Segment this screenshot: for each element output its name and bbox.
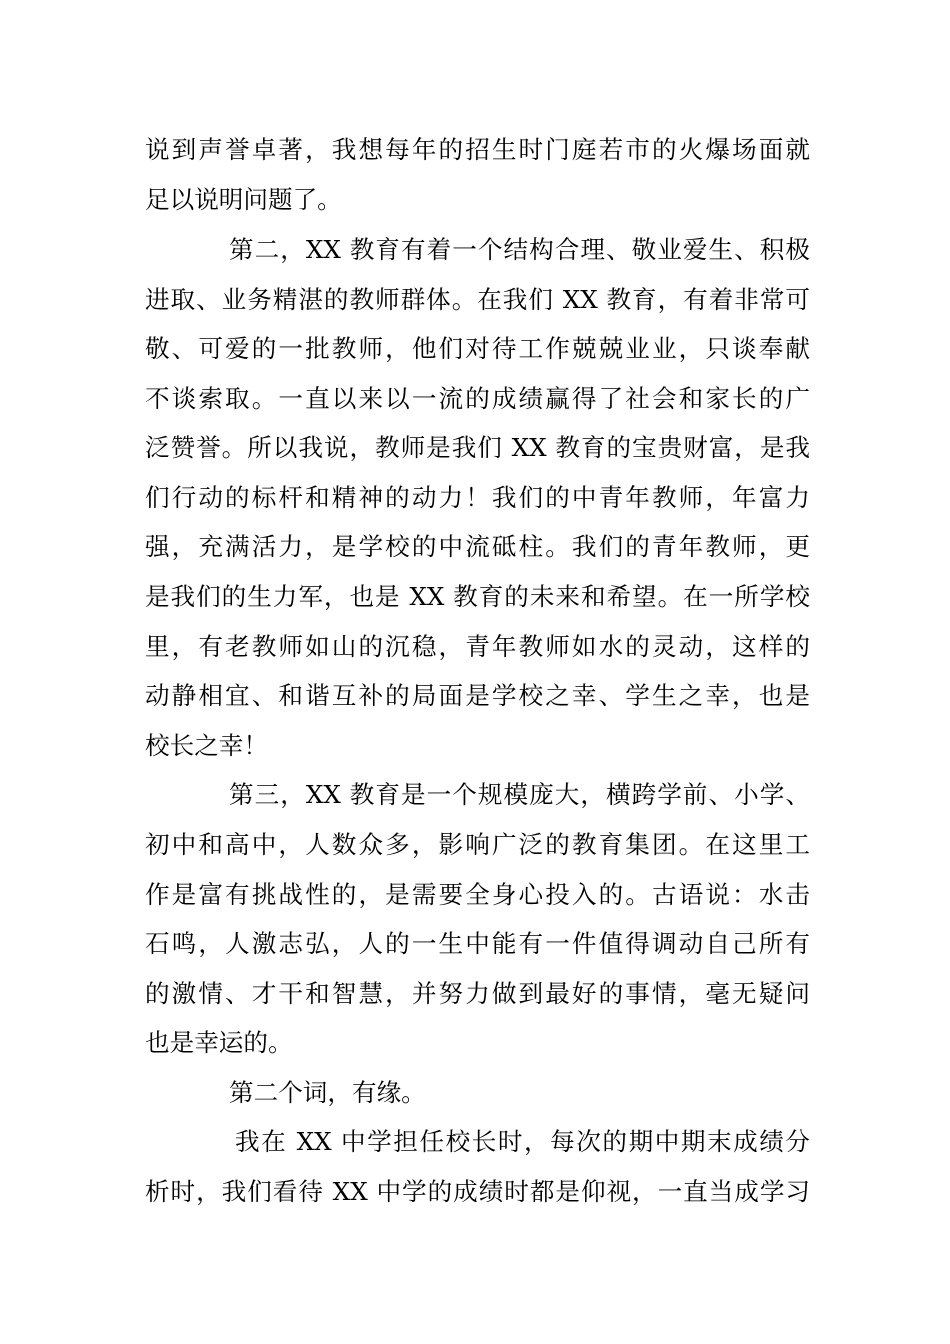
paragraph-first-line: 我在 XX 中学担任校长时，每次的期中期末成绩分: [235, 1127, 810, 1156]
section-heading: 第二个词，有缘。: [229, 1078, 426, 1107]
text-line: 的激情、才干和智慧，并努力做到最好的事情，毫无疑问: [145, 979, 810, 1008]
text-line: 强，充满活力，是学校的中流砥柱。我们的青年教师，更: [145, 532, 810, 561]
text-line: 动静相宜、和谐互补的局面是学校之幸、学生之幸，也是: [145, 681, 810, 710]
text-line: 敬、可爱的一批教师，他们对待工作兢兢业业，只谈奉献: [145, 334, 810, 363]
text-line: 们行动的标杆和精神的动力！我们的中青年教师，年富力: [145, 483, 810, 512]
text-line: 初中和高中，人数众多，影响广泛的教育集团。在这里工: [145, 830, 810, 859]
text-line: 是我们的生力军，也是 XX 教育的未来和希望。在一所学校: [145, 582, 810, 611]
paragraph-first-line: 第三，XX 教育是一个规模庞大，横跨学前、小学、: [229, 780, 810, 809]
text-line: 析时，我们看待 XX 中学的成绩时都是仰视，一直当成学习: [145, 1177, 810, 1206]
text-line: 作是富有挑战性的，是需要全身心投入的。古语说：水击: [145, 880, 810, 909]
text-line: 进取、业务精湛的教师群体。在我们 XX 教育，有着非常可: [145, 285, 810, 314]
paragraph-first-line: 第二，XX 教育有着一个结构合理、敬业爱生、积极: [229, 235, 810, 264]
text-line: 也是幸运的。: [145, 1028, 293, 1057]
text-line: 说到声誉卓著，我想每年的招生时门庭若市的火爆场面就: [145, 135, 810, 164]
text-line: 里，有老教师如山的沉稳，青年教师如水的灵动，这样的: [145, 632, 810, 661]
text-line: 石鸣，人激志弘，人的一生中能有一件值得调动自己所有: [145, 929, 810, 958]
text-line: 泛赞誉。所以我说，教师是我们 XX 教育的宝贵财富，是我: [145, 433, 810, 462]
text-line: 足以说明问题了。: [145, 185, 342, 214]
text-line: 不谈索取。一直以来以一流的成绩赢得了社会和家长的广: [145, 384, 810, 413]
text-line: 校长之幸！: [145, 731, 268, 760]
